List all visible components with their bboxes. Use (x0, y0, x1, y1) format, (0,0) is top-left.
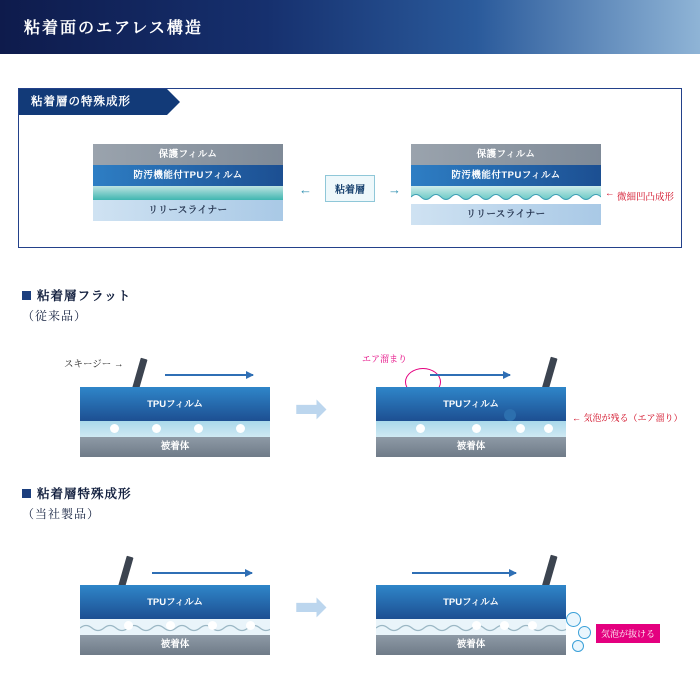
tpu-film-label: TPUフィルム (147, 597, 203, 608)
substrate-block: 被着体 (376, 437, 566, 457)
adhesive-structure-panel (18, 88, 682, 248)
air-bubble (472, 424, 481, 433)
wave-icon (411, 186, 601, 204)
tpu-film-block (376, 585, 566, 619)
page-title: 粘着面のエアレス構造 (24, 20, 203, 37)
bullet-square-icon (22, 489, 31, 498)
section1-subheading: （従来品） (22, 309, 88, 323)
specimen-textured-before (80, 585, 270, 655)
flow-direction-arrow (412, 572, 516, 574)
left-layer-stack (93, 144, 283, 221)
air-bubble (110, 424, 119, 433)
layer-adhesive-textured (411, 186, 601, 204)
layer-adhesive-flat (93, 186, 283, 200)
layer-release-liner: リリースライナー (93, 200, 283, 221)
air-bubble (236, 424, 245, 433)
specimen-flat-before (80, 387, 270, 457)
layer-tpu-film: 防汚機能付TPUフィルム (93, 165, 283, 186)
air-bubble (500, 621, 509, 630)
squeegee-label: スキージー → (64, 359, 124, 370)
escaping-bubble (572, 640, 584, 652)
specimen-flat-after (376, 387, 566, 457)
air-bubble (528, 621, 537, 630)
escaping-bubble (578, 626, 591, 639)
air-bubble (416, 424, 425, 433)
tpu-film-label: TPUフィルム (443, 399, 499, 410)
substrate-block: 被着体 (376, 635, 566, 655)
air-bubble (208, 621, 217, 630)
layer-release-liner: リリースライナー (411, 204, 601, 225)
air-bubble (472, 621, 481, 630)
air-bubble (544, 424, 553, 433)
wave-icon (80, 619, 270, 635)
wave-icon (376, 619, 566, 635)
trapped-air-note: ← 気泡が残る（エア溜り） (572, 413, 683, 423)
section2-subheading: （当社製品） (22, 507, 101, 521)
air-bubble (166, 621, 175, 630)
trapped-air-arrow: ← (572, 413, 581, 423)
flow-direction-arrow (430, 374, 510, 376)
air-bubble (124, 621, 133, 630)
adhesive-textured-block (376, 619, 566, 635)
tpu-film-label: TPUフィルム (443, 597, 499, 608)
arrow-left: ← (299, 182, 312, 197)
escaping-bubble (566, 612, 581, 627)
adhesive-layer-label: 粘着層 (325, 175, 375, 202)
air-bubble (194, 424, 203, 433)
bullet-square-icon (22, 291, 31, 300)
air-bubble (246, 621, 255, 630)
texture-callout-label: 微細凹凸成形 (617, 192, 675, 203)
substrate-block: 被着体 (80, 437, 270, 457)
tpu-film-block (80, 585, 270, 619)
tpu-film-block (80, 387, 270, 421)
layer-protect-film: 保護フィルム (93, 144, 283, 165)
flow-direction-arrow (152, 572, 252, 574)
air-escape-tag: 気泡が抜ける (596, 624, 660, 643)
air-bubble (516, 424, 525, 433)
layer-tpu-film: 防汚機能付TPUフィルム (411, 165, 601, 186)
arrow-right: → (388, 182, 401, 197)
air-pocket-note: エア溜まり (362, 354, 408, 364)
air-bubble (152, 424, 161, 433)
adhesive-textured-block (80, 619, 270, 635)
process-arrow-icon: ➡ (294, 387, 328, 431)
adhesive-flat-block (376, 421, 566, 437)
tpu-film-block (376, 387, 566, 421)
section2-heading: 粘着層特殊成形 (22, 484, 132, 502)
page-header (0, 0, 700, 54)
substrate-block: 被着体 (80, 635, 270, 655)
specimen-textured-after (376, 585, 566, 655)
flow-direction-arrow (165, 374, 253, 376)
tpu-film-label: TPUフィルム (147, 399, 203, 410)
right-layer-stack (411, 144, 601, 225)
adhesive-flat-block (80, 421, 270, 437)
panel-tab-label: 粘着層の特殊成形 (19, 89, 167, 115)
section1-heading: 粘着層フラット (22, 286, 131, 304)
process-arrow-icon: ➡ (294, 585, 328, 629)
trapped-air-blob (504, 409, 516, 421)
layer-protect-film: 保護フィルム (411, 144, 601, 165)
texture-callout-arrow: ← (605, 188, 615, 199)
